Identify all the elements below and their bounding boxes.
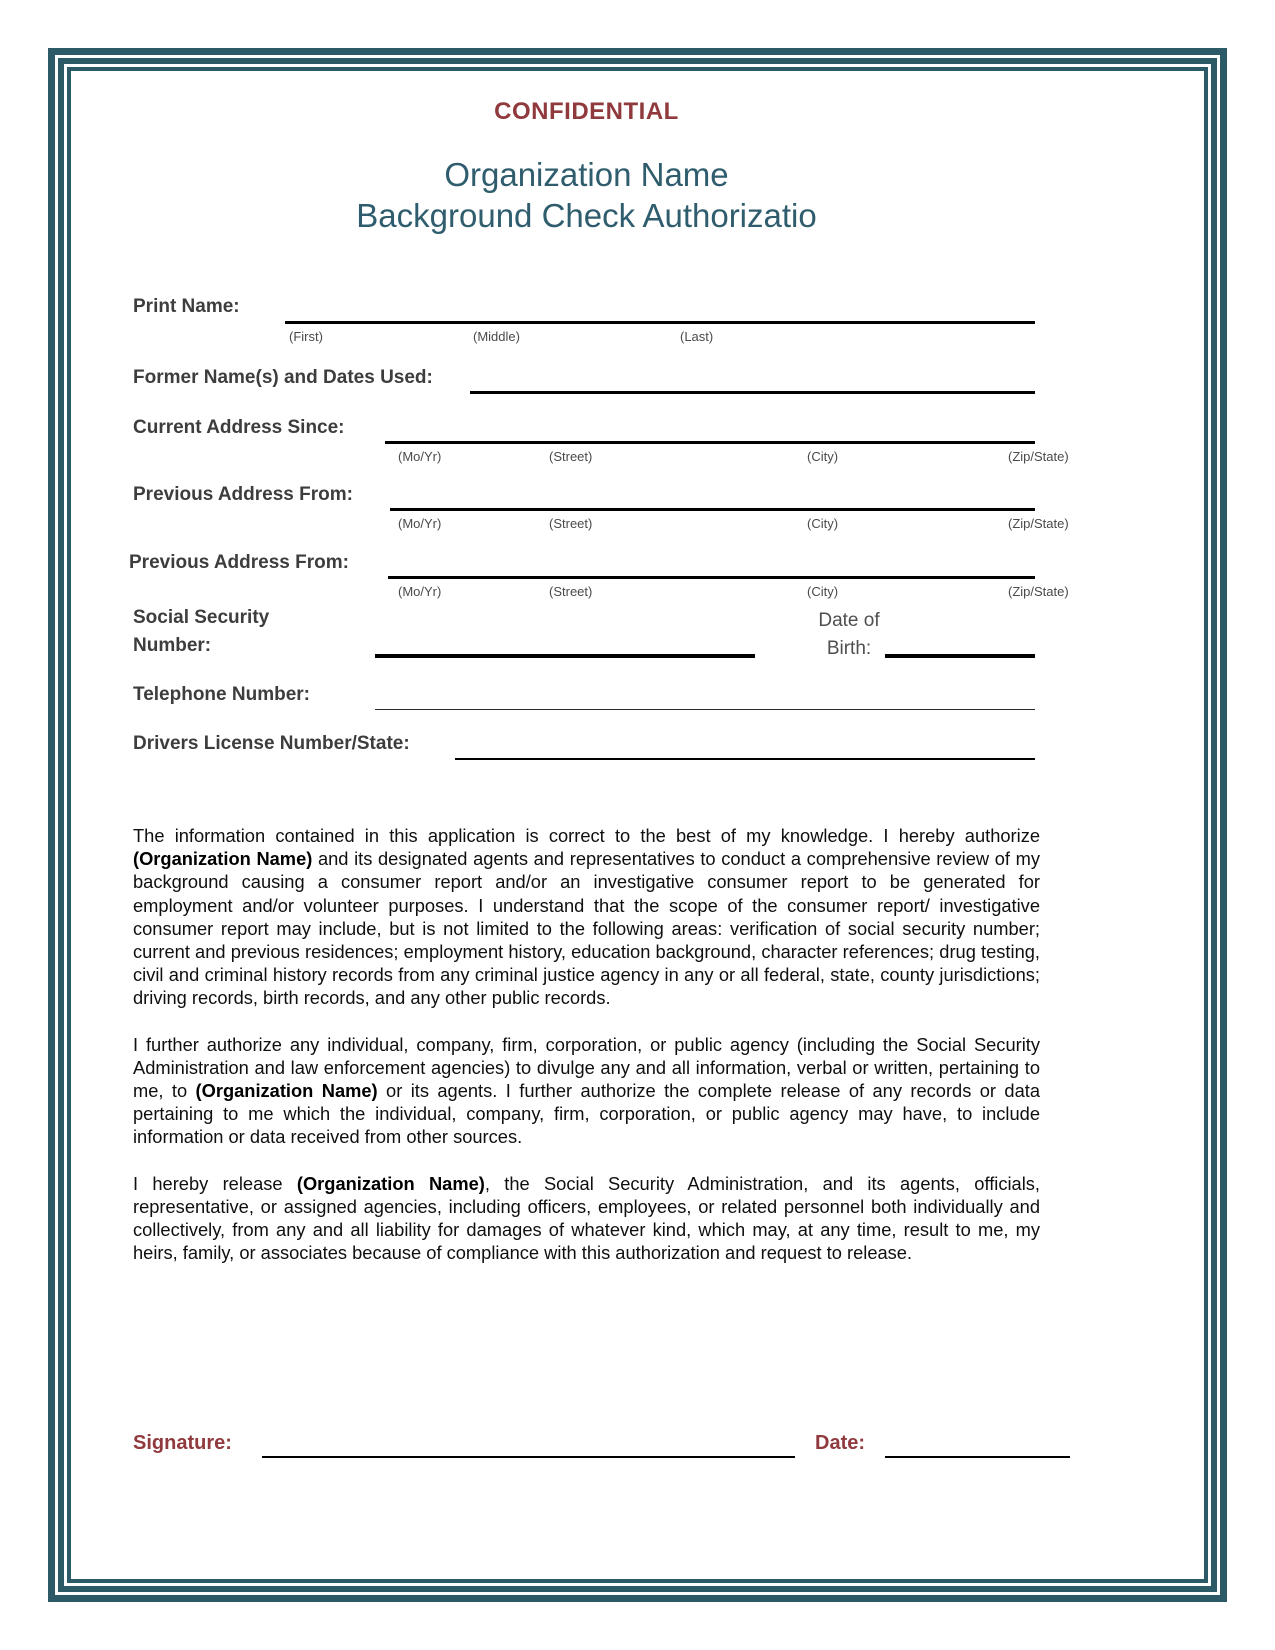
telephone-line[interactable] (375, 709, 1035, 710)
drivers-license-line[interactable] (455, 758, 1035, 760)
previous-address-1-sublabel-moyr: (Mo/Yr) (398, 516, 442, 531)
print-name-sublabel-last: (Last) (680, 329, 714, 344)
current-address-sublabel-city: (City) (807, 449, 839, 464)
previous-address-1-sublabel-city: (City) (807, 516, 839, 531)
current-address-line[interactable] (385, 441, 1035, 444)
confidential-stamp: CONFIDENTIAL (494, 98, 679, 125)
paragraph-1-org-name: (Organization Name) (133, 848, 313, 870)
document-header (133, 98, 1040, 236)
paragraph-2-org-name: (Organization Name) (195, 1080, 378, 1102)
signature-label: Signature: (133, 1432, 232, 1454)
previous-address-1-label: Previous Address From: (133, 484, 353, 505)
date-label: Date: (815, 1432, 866, 1454)
paragraph-1-text: The information contained in this application is correct to the best of my knowledge. I hereby authorize (133, 825, 1040, 846)
former-names-label: Former Name(s) and Dates Used: (133, 367, 433, 388)
current-address-sublabel-zipstate: (Zip/State) (1008, 449, 1069, 464)
print-name-label: Print Name: (133, 296, 240, 317)
paragraph-1-text-cont: and its designated agents and representatives to conduct a comprehensive review of my background causing a consumer report and/or an investigative consumer report to be generated for employment and/or volunteer purposes. I understand that the scope of the consumer report/ investigative consumer report may include, but is not limited to the following areas: verification of social security number; current and previous residences; employment history, education background, character references; drug testing, civil and criminal history records from any criminal justice agency in any or all federal, state, county jurisdictions; driving records, birth records, and any other public records. (133, 848, 1040, 1009)
current-address-sublabel-street: (Street) (549, 449, 593, 464)
dob-label-line2: Birth: (826, 638, 872, 659)
dob-label-line1: Date of (818, 610, 880, 631)
paragraph-2-text: I further authorize any individual, company, firm, corporation, or public agency (including the Social Security Administration and law enforcement agencies) to divulge any and all information, verbal or written, pertaining to me, to (133, 1033, 1040, 1102)
ssn-label-line2: Number: (133, 635, 212, 656)
document-title-line1: Organization Name (444, 156, 729, 193)
previous-address-2-sublabel-zipstate: (Zip/State) (1008, 584, 1069, 599)
ssn-line[interactable] (375, 654, 755, 658)
current-address-sublabel-moyr: (Mo/Yr) (398, 449, 442, 464)
previous-address-2-sublabel-moyr: (Mo/Yr) (398, 584, 442, 599)
ssn-label-line1: Social Security (133, 607, 270, 628)
previous-address-1-line[interactable] (390, 508, 1035, 511)
paragraph-3 (133, 1172, 1040, 1265)
previous-address-2-label: Previous Address From: (129, 552, 349, 573)
paragraph-3-text-cont: , the Social Security Administration, and its agents, officials, representative, or assigned agencies, including officers, employees, or related personnel both individually and collectively, from any and all liability for damages of whatever kind, which may, at any time, result to me, my heirs, family, or associates because of compliance with this authorization and request to release. (133, 1172, 1040, 1264)
previous-address-1-sublabel-zipstate: (Zip/State) (1008, 516, 1069, 531)
signature-line[interactable] (262, 1456, 795, 1458)
paragraph-1 (133, 824, 1040, 1010)
paragraph-3-org-name: (Organization Name) (296, 1172, 485, 1194)
paragraph-2 (133, 1033, 1040, 1149)
previous-address-1-sublabel-street: (Street) (549, 516, 593, 531)
authorization-text (133, 824, 1040, 1287)
drivers-license-label: Drivers License Number/State: (133, 733, 410, 754)
previous-address-2-sublabel-city: (City) (807, 584, 839, 599)
paragraph-2-text-cont: or its agents. I further authorize the complete release of any records or data pertaining to me which the individual, company, firm, corporation, or public agency may have, to include information or data received from other sources. (133, 1080, 1040, 1148)
telephone-label: Telephone Number: (133, 684, 310, 705)
previous-address-2-line[interactable] (388, 576, 1035, 579)
previous-address-2-sublabel-street: (Street) (549, 584, 593, 599)
dob-line[interactable] (885, 654, 1035, 658)
print-name-sublabel-first: (First) (289, 329, 323, 344)
document-title-line2: Background Check Authorizatio (356, 197, 817, 234)
date-line[interactable] (885, 1456, 1070, 1458)
print-name-sublabel-middle: (Middle) (473, 329, 520, 344)
print-name-line[interactable] (285, 321, 1035, 324)
former-names-line[interactable] (470, 391, 1035, 394)
current-address-label: Current Address Since: (133, 417, 345, 438)
paragraph-3-text: I hereby release (133, 1172, 297, 1194)
document-title (133, 154, 1040, 236)
